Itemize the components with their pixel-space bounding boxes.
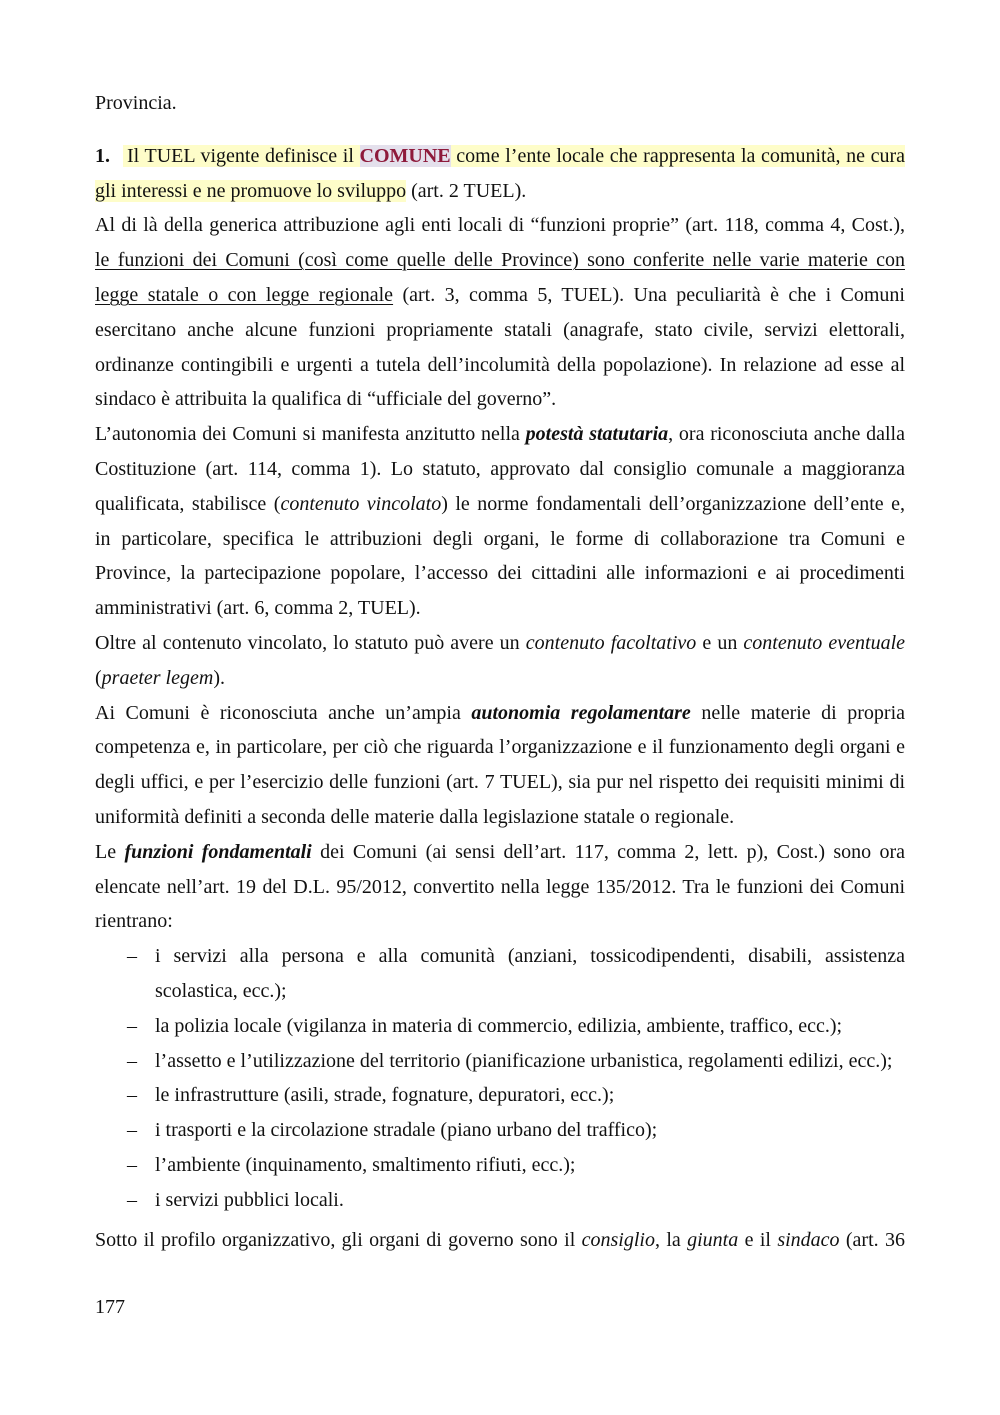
functions-list — [95, 939, 905, 1217]
body-text: Al di là della generica attribuzione agli enti locali di “funzioni proprie” (art. 118, comma 4, Cost.), — [95, 214, 905, 237]
highlighted-text: come l’ente locale che rappresenta la comunità, ne cura — [450, 144, 906, 167]
body-text: qualificata, stabilisce ( — [95, 492, 281, 515]
text-line — [155, 1009, 905, 1044]
emphasis-italic: contenuto facoltativo — [525, 631, 697, 654]
emphasis-bold-italic: funzioni fondamentali — [124, 840, 312, 863]
body-text: (art. 36 — [839, 1228, 905, 1251]
body-text: , la — [654, 1228, 688, 1251]
body-text: nelle materie di propria — [690, 701, 906, 724]
text-line — [95, 800, 905, 835]
body-text: competenza e, in particolare, per ciò che riguarda l’organizzazione e il funzionamento degli organi e — [95, 736, 905, 759]
body-text: e un — [696, 631, 744, 654]
highlighted-text: gli interessi e ne promuove lo sviluppo — [95, 179, 407, 202]
list-bullet: – — [127, 1084, 137, 1107]
list-item — [95, 1044, 905, 1079]
body-text: dei Comuni (ai sensi dell’art. 117, comma 2, lett. p), Cost.) sono ora — [311, 840, 906, 863]
text-line — [95, 696, 905, 731]
list-item-text: l’assetto e l’utilizzazione del territorio (pianificazione urbanistica, regolamenti edilizi, ecc.); — [155, 1049, 893, 1072]
body-text: Costituzione (art. 114, comma 1). Lo statuto, approvato dal consiglio comunale a maggioranza — [95, 457, 905, 480]
emphasis-italic: contenuto vincolato — [280, 492, 442, 515]
carryover-line — [95, 86, 905, 121]
text-line — [95, 487, 905, 522]
body-text: elencate nell’art. 19 del D.L. 95/2012, convertito nella legge 135/2012. Tra le funzioni dei Comuni — [95, 875, 905, 898]
paragraph-organi-di-governo — [95, 1223, 905, 1258]
emphasis-italic: sindaco — [777, 1228, 840, 1251]
body-text: (art. 3, comma 5, TUEL). Una peculiarità è che i Comuni — [393, 283, 905, 306]
underlined-text: legge statale o con legge regionale — [95, 283, 394, 306]
paragraph-funzioni — [95, 208, 905, 417]
text-line — [155, 1183, 905, 1218]
text-line — [155, 939, 905, 974]
body-text: Le — [95, 840, 125, 863]
text-line — [95, 556, 905, 591]
list-bullet: – — [127, 1014, 137, 1037]
page-number: 177 — [95, 1296, 125, 1318]
list-item — [95, 1078, 905, 1113]
list-bullet: – — [127, 1119, 137, 1142]
body-text: Oltre al contenuto vincolato, lo statuto può avere un — [95, 631, 526, 654]
body-text: ordinanze contingibili e urgenti a tutela dell’incolumità della popolazione). In relazione ad esse al — [95, 353, 905, 376]
reference-text: (art. 2 TUEL). — [406, 179, 527, 202]
body-text: ). — [213, 666, 225, 689]
list-bullet: – — [127, 1188, 137, 1211]
key-term-comune: COMUNE — [359, 144, 451, 167]
body-text: Sotto il profilo organizzativo, gli organi di governo sono il — [95, 1228, 582, 1251]
text-line — [155, 1078, 905, 1113]
highlighted-text: Il TUEL vigente definisce il — [123, 145, 360, 167]
text-line — [95, 1223, 905, 1258]
text-line — [95, 174, 905, 209]
body-text: rientrano: — [95, 910, 173, 933]
list-item-text: i servizi pubblici locali. — [155, 1188, 344, 1211]
list-item — [95, 939, 905, 1009]
body-text: ( — [95, 666, 102, 689]
text-line — [95, 139, 905, 174]
text-line — [155, 1148, 905, 1183]
text-line — [95, 870, 905, 905]
list-item-text: le infrastrutture (asili, strade, fognature, depuratori, ecc.); — [155, 1084, 615, 1107]
text-line — [95, 382, 905, 417]
body-text: Province, la partecipazione popolare, l’accesso dei cittadini alle informazioni e ai procedimenti — [95, 562, 905, 585]
body-text: esercitano anche alcune funzioni propriamente statali (anagrafe, stato civile, servizi elettorali, — [95, 318, 905, 341]
text-line — [95, 661, 905, 696]
emphasis-bold-italic: autonomia regolamentare — [471, 701, 691, 724]
body-text: e il — [738, 1228, 778, 1251]
text-line — [95, 904, 905, 939]
text-line — [95, 591, 905, 626]
text-line — [95, 208, 905, 243]
section-number: 1. — [95, 144, 110, 167]
paragraph-comune-definition — [95, 139, 905, 209]
body-text: ) le norme fondamentali dell’organizzazione dell’ente e, — [441, 492, 905, 515]
list-bullet: – — [127, 1153, 137, 1176]
body-text: , ora riconosciuta anche dalla — [668, 423, 905, 446]
emphasis-bold-italic: potestà statutaria — [525, 423, 669, 446]
paragraph-autonomia-regolamentare — [95, 696, 905, 835]
text-line — [95, 243, 905, 278]
emphasis-italic: contenuto eventuale — [743, 631, 905, 654]
paragraph-potesta-statutaria — [95, 417, 905, 626]
body-text: amministrativi (art. 6, comma 2, TUEL). — [95, 597, 421, 620]
text-line — [95, 626, 905, 661]
list-item-text: i trasporti e la circolazione stradale (piano urbano del traffico); — [155, 1119, 658, 1142]
text-line — [95, 348, 905, 383]
text-line — [95, 417, 905, 452]
text-line — [95, 452, 905, 487]
carryover-text: Provincia. — [95, 92, 177, 114]
list-bullet: – — [127, 945, 137, 968]
emphasis-italic: giunta — [687, 1228, 739, 1251]
body-text: Ai Comuni è riconosciuta anche un’ampia — [95, 701, 472, 724]
emphasis-italic: consiglio — [581, 1228, 655, 1251]
body-text: degli uffici, e per l’esercizio delle funzioni (art. 7 TUEL), sia pur nel rispetto dei requisiti minimi di — [95, 771, 905, 794]
list-item — [95, 1113, 905, 1148]
list-item-text: la polizia locale (vigilanza in materia di commercio, edilizia, ambiente, traffico, ecc.); — [155, 1014, 843, 1037]
body-text: uniformità definiti a seconda delle materie dalla legislazione statale o regionale. — [95, 805, 735, 828]
text-line — [95, 765, 905, 800]
list-item-text: l’ambiente (inquinamento, smaltimento rifiuti, ecc.); — [155, 1153, 576, 1176]
text-line — [95, 835, 905, 870]
text-line — [155, 974, 905, 1009]
paragraph-contenuto-statuto — [95, 626, 905, 696]
underlined-text: le funzioni dei Comuni (così come quelle delle Province) sono conferite nelle varie materie con — [95, 249, 905, 272]
body-text: sindaco è attribuita la qualifica di “ufficiale del governo”. — [95, 388, 557, 411]
list-item — [95, 1009, 905, 1044]
emphasis-italic: praeter legem — [101, 666, 214, 689]
text-line — [95, 730, 905, 765]
text-line — [95, 278, 905, 313]
body-text: L’autonomia dei Comuni si manifesta anzitutto nella — [95, 423, 526, 446]
body-text: in particolare, specifica le attribuzioni degli organi, le forme di collaborazione tra Comuni e — [95, 527, 905, 550]
list-item-text: scolastica, ecc.); — [155, 979, 287, 1002]
text-line — [155, 1044, 905, 1079]
text-line — [95, 522, 905, 557]
paragraph-funzioni-fondamentali — [95, 835, 905, 939]
list-item-text: i servizi alla persona e alla comunità (anziani, tossicodipendenti, disabili, assistenza — [155, 945, 905, 968]
text-line — [155, 1113, 905, 1148]
list-item — [95, 1183, 905, 1218]
list-bullet: – — [127, 1049, 137, 1072]
list-item — [95, 1148, 905, 1183]
text-line — [95, 313, 905, 348]
